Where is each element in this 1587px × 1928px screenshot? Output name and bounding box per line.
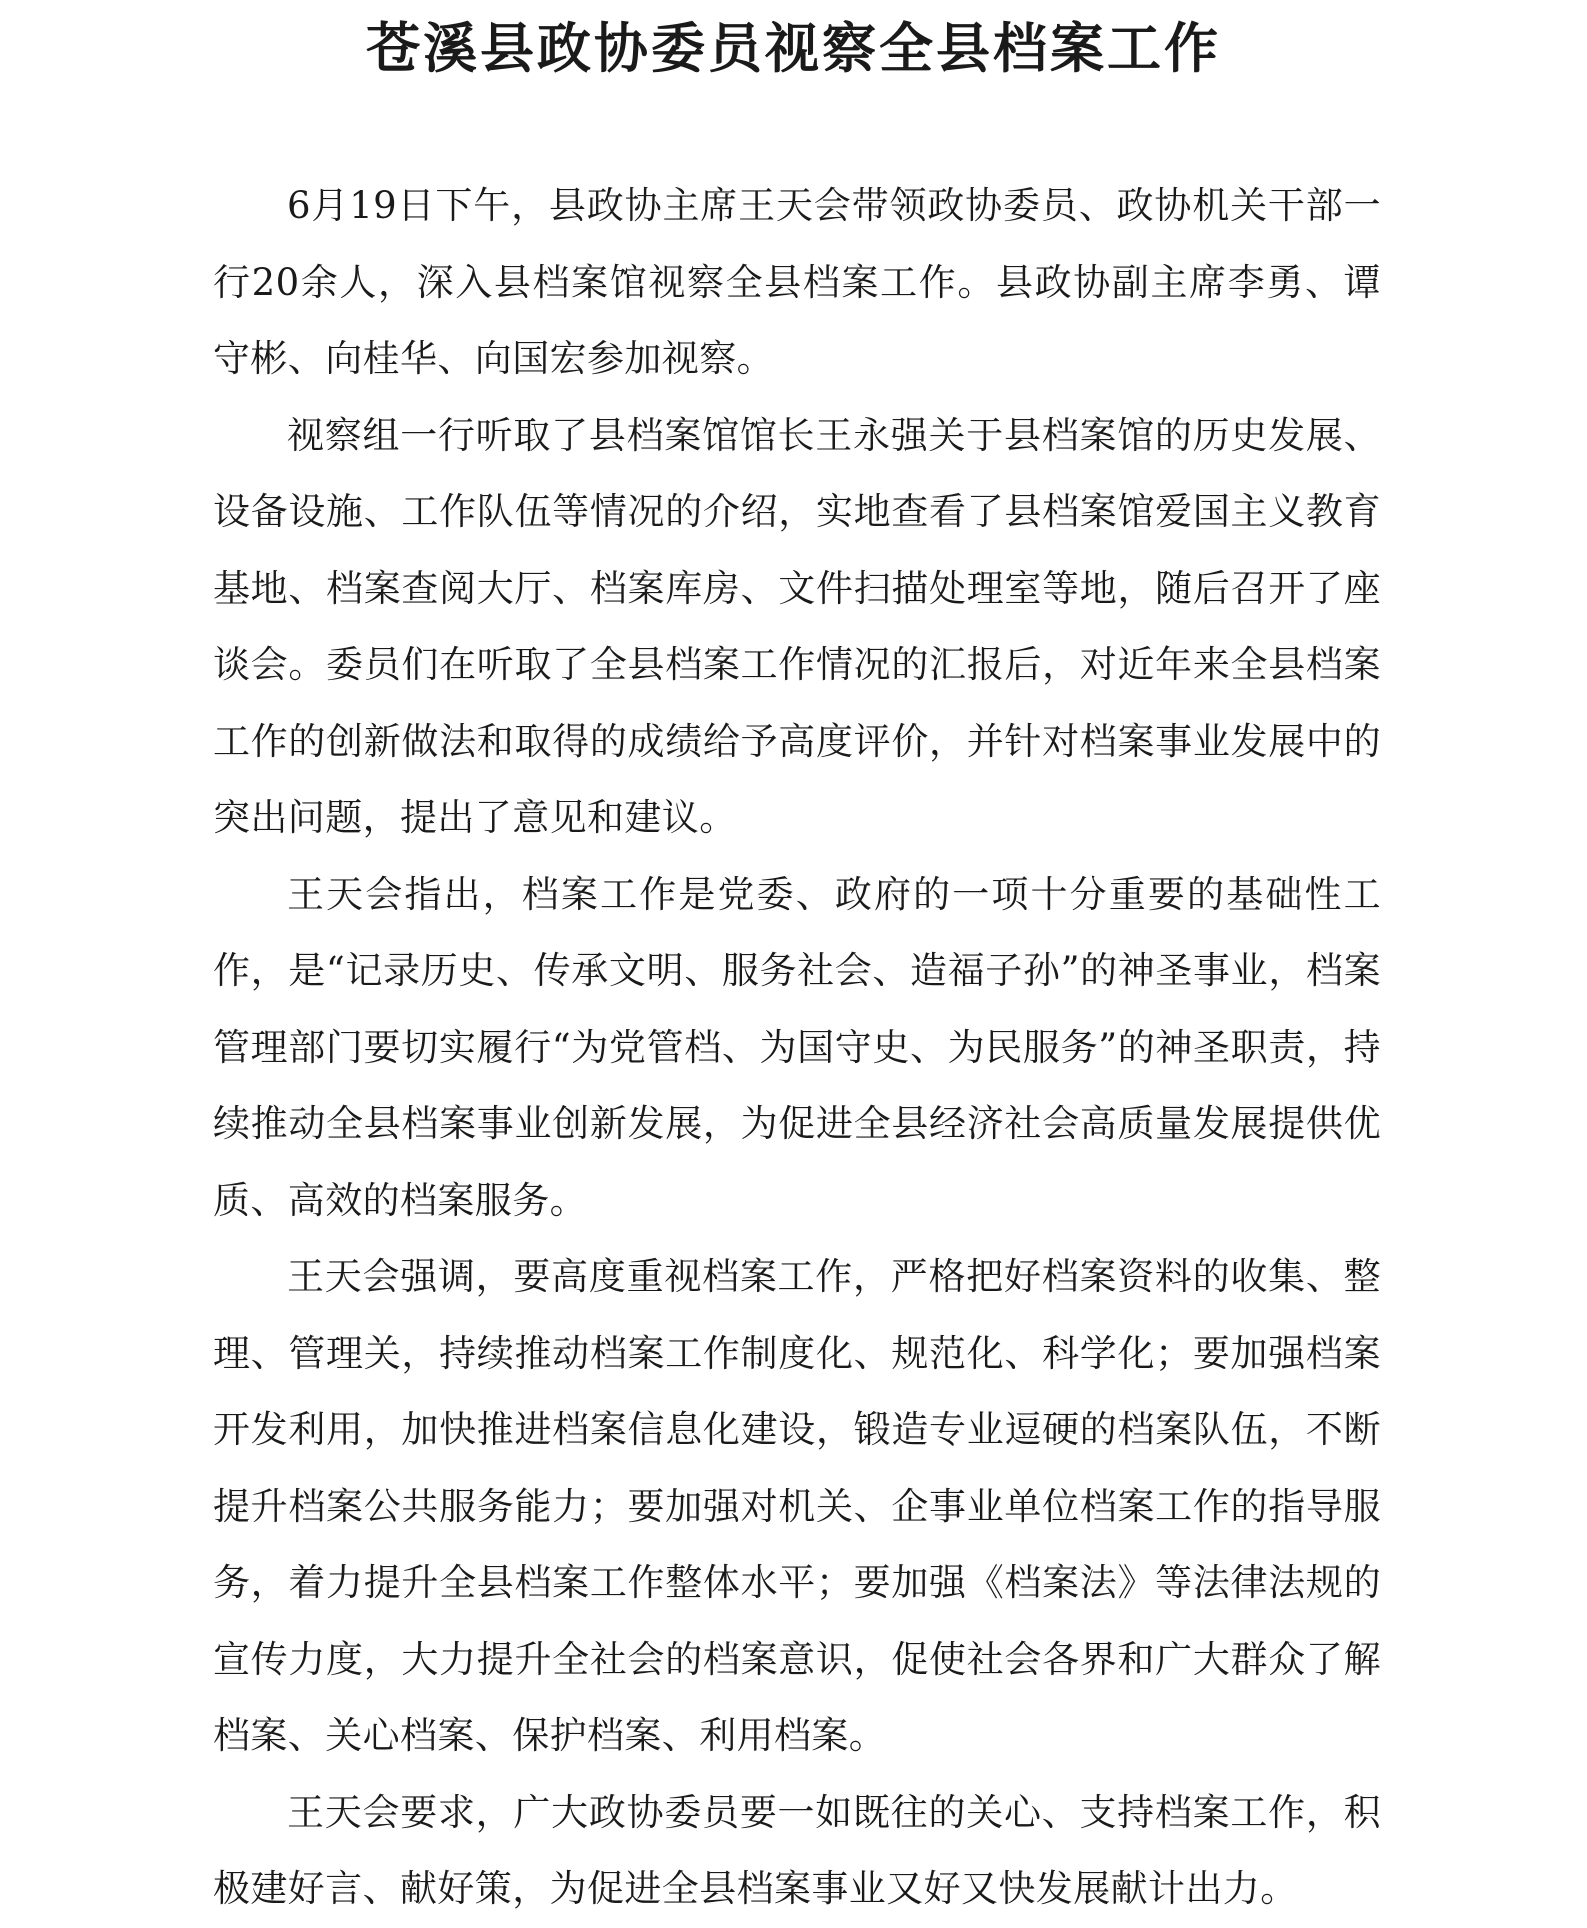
paragraph-visit-overview: 6月19日下午，县政协主席王天会带领政协委员、政协机关干部一行20余人，深入县档案馆视察全县档案工作。县政协副主席李勇、谭守彬、向桂华、向国宏参加视察。 [213,184,1381,380]
paragraph-work-emphasis: 王天会强调，要高度重视档案工作，严格把好档案资料的收集、整理、管理关，持续推动档案工作制度化、规范化、科学化；要加强档案开发利用，加快推进档案信息化建设，锻造专业逗硬的档案队伍，不断提升档案公共服务能力；要加强对机关、企事业单位档案工作的指导服务，着力提升全县档案工作整体水平；要加强《档案法》等法律法规的宣传力度，大力提升全社会的档案意识，促使社会各界和广大群众了解档案、关心档案、保护档案、利用档案。 [213,1255,1381,1757]
paragraph-member-requirements: 王天会要求，广大政协委员要一如既往的关心、支持档案工作，积极建好言、献好策，为促进全县档案事业又好又快发展献计出力。 [213,1790,1381,1910]
paragraph-archive-importance: 王天会指出，档案工作是党委、政府的一项十分重要的基础性工作，是“记录历史、传承文明、服务社会、造福子孙”的神圣事业，档案管理部门要切实履行“为党管档、为国守史、为民服务”的神圣职责，持续推动全县档案事业创新发展，为促进全县经济社会高质量发展提供优质、高效的档案服务。 [213,872,1381,1222]
article-title: 苍溪县政协委员视察全县档案工作 [366,16,1221,80]
article-body [213,168,1381,1928]
paragraph-inspection-details: 视察组一行听取了县档案馆馆长王永强关于县档案馆的历史发展、设备设施、工作队伍等情况的介绍，实地查看了县档案馆爱国主义教育基地、档案查阅大厅、档案库房、文件扫描处理室等地，随后召开了座谈会。委员们在听取了全县档案工作情况的汇报后，对近年来全县档案工作的创新做法和取得的成绩给予高度评价，并针对档案事业发展中的突出问题，提出了意见和建议。 [213,413,1381,839]
